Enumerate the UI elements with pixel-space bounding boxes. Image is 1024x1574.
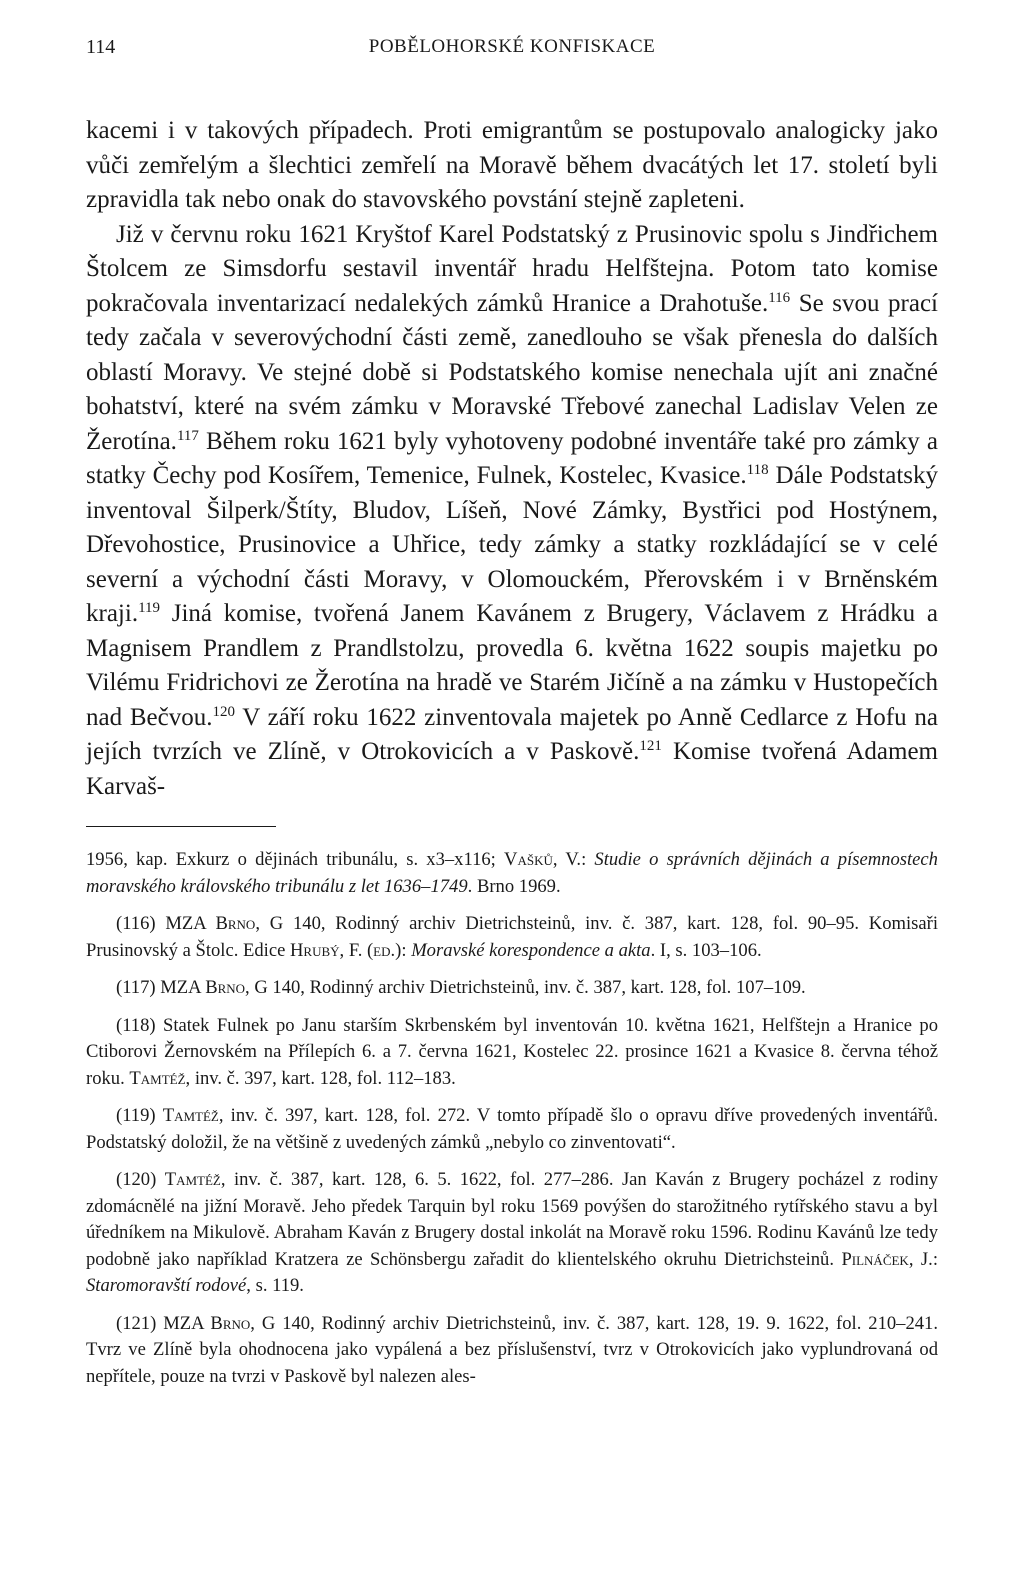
footnote-117: [86, 975, 938, 1002]
paragraph-1: kacemi i v takových případech. Proti emigrantům se postupovalo analogicky jako vůči zemřelým a šlechtici zemřelí na Moravě během dvacátých let 17. století byli zpravidla tak nebo onak do stavovského povstání stejně zapleteni.: [86, 117, 938, 213]
footnote-ref-118: 118: [746, 462, 769, 478]
page-number: 114: [86, 36, 116, 58]
text-span: , inv. č. 387, kart. 128, 6. 5. 1622, fol. 277–286. Jan Kaván z Brugery pocházel z rodiny zdomácnělé na jižní Moravě. Jeho předek Tarquin byl roku 1569 povýšen do starožitného rytířského stavu a byl úředníkem na Mikulově. Abraham Kaván z Brugery dostal inkolát na Moravě roku 1596. Rodinu Kavánů lze tedy podobně jako například Kratzera ze Schönsbergu zařadit do klientelského okruhu Dietrichsteinů.: [86, 1169, 938, 1270]
footnote-number: (116): [116, 913, 156, 934]
footnote-119: [86, 1103, 938, 1156]
text-span: [156, 1169, 164, 1190]
book-title: Moravské korespondence a akta: [411, 939, 651, 961]
author-name: Pilnáček, J.: [841, 1248, 933, 1270]
footnote-121: [86, 1311, 938, 1391]
text-span: Dále Podstatský inventoval Šilperk/Štíty, Bludov, Líšeň, Nové Zámky, Bystřici pod Hostýnem, Dřevohostice, Prusinovice a Uhřice, tedy zámky a statky rozkládající se v celé severní a východní části Moravy, v Olomouckém, Přerovském i v Brněnském kraji.: [86, 462, 938, 627]
text-span: , s. 119.: [246, 1275, 304, 1296]
text-span: . Brno 1969.: [467, 875, 561, 897]
text-span: Se svou prací tedy začala v severovýchodní části země, zanedlouho se však přenesla do dalších oblastí Moravy. Ve stejné době si Podstatského komise nenechala ujít ani značné bohatství, které na svém zámku v Moravské Třebové zanechal Ladislav Velen ze Žerotína.: [86, 289, 938, 455]
footnote-ref-117: 117: [176, 427, 199, 444]
archive-name: MZA Brno: [165, 913, 256, 934]
archive-name: MZA Brno: [163, 1312, 251, 1334]
text-span: :: [932, 1248, 938, 1270]
footnote-continuation: [86, 847, 938, 900]
author-name: Vašků, V.: [504, 849, 582, 870]
footnote-ref-116: 116: [768, 289, 791, 306]
archive-name: MZA Brno: [160, 977, 246, 998]
book-title: Staromoravští rodové: [86, 1275, 247, 1296]
text-span: [156, 1105, 163, 1126]
page-header: [86, 32, 938, 68]
text-span: Komise tvořená Adamem Karvaš-: [86, 738, 939, 800]
ibid-reference: Tamtéž: [162, 1105, 219, 1126]
footnote-number: (117): [116, 977, 156, 998]
footnote-116: [86, 911, 938, 964]
text-span: , inv. č. 397, kart. 128, fol. 272. V tomto případě šlo o opravu dříve provedených inventářů. Podstatský doložil, že na většině z uvedených zámků „nebylo co zinventovati“.: [86, 1105, 938, 1153]
footnote-number: (119): [116, 1105, 156, 1126]
text-span: :: [581, 849, 595, 870]
ibid-reference: Tamtéž: [129, 1067, 186, 1089]
text-span: V září roku 1622 zinventovala majetek po Anně Cedlarce z Hofu na jejích tvrzích ve Zlíně, v Otrokovicích a v Paskově.: [86, 703, 938, 765]
book-page: [86, 32, 938, 1401]
footnotes: [86, 847, 938, 1390]
text-span: . I, s. 103–106.: [650, 939, 762, 961]
running-title: POBĚLOHORSKÉ KONFISKACE: [368, 36, 656, 57]
text-span: [156, 913, 166, 934]
footnote-ref-119: 119: [138, 600, 161, 616]
footnote-separator: [86, 826, 276, 827]
text-span: , G 140, Rodinný archiv Dietrichsteinů, inv. č. 387, kart. 128, fol. 90–95. Komisaři Prusinovský a Štolc. Edice: [86, 913, 938, 961]
footnote-number: (121): [116, 1312, 157, 1334]
footnote-ref-121: 121: [639, 738, 662, 754]
main-text: [86, 114, 938, 804]
footnote-ref-120: 120: [212, 703, 235, 720]
footnote-number: (118): [116, 1014, 156, 1036]
text-span: Statek Fulnek po Janu starším Skrbenském byl inventován 10. května 1621, Helfštejn a Hranice po Ctiborovi Žernovském na Přílepích 6. a 7. června 1621, Kostelec 22. prosince 1621 a Kvasice 8. června téhož roku.: [86, 1014, 938, 1089]
ibid-reference: Tamtéž: [164, 1169, 221, 1190]
text-span: Již v červnu roku 1621 Kryštof Karel Podstatský z Prusinovic spolu s Jindřichem Štolcem ze Simsdorfu sestavil inventář hradu Helfštejna. Potom tato komise pokračovala inventarizací nedalekých zámků Hranice a Drahotuše.: [86, 220, 938, 317]
paragraph-2: [86, 218, 938, 805]
footnote-120: [86, 1167, 938, 1300]
author-name: Hrubý, F. (ed.): [290, 939, 402, 961]
text-span: , G 140, Rodinný archiv Dietrichsteinů, inv. č. 387, kart. 128, 19. 9. 1622, fol. 210–241. Tvrz ve Zlíně byla ohodnocena jako vypálená a bez příslušenství, tvrz v Otrokovicích jako vyplundrovaná od nepřítele, pouze na tvrzi v Paskově byl nalezen ales-: [86, 1312, 938, 1387]
text-span: :: [401, 939, 412, 961]
footnote-118: [86, 1013, 938, 1093]
text-span: Během roku 1621 byly vyhotoveny podobné inventáře také pro zámky a statky Čechy pod Kosířem, Temenice, Fulnek, Kostelec, Kvasice.: [86, 427, 938, 489]
text-span: , G 140, Rodinný archiv Dietrichsteinů, inv. č. 387, kart. 128, fol. 107–109.: [245, 977, 806, 998]
footnote-number: (120): [116, 1169, 157, 1190]
text-span: 1956, kap. Exkurz o dějinách tribunálu, s. x3–x116;: [86, 849, 505, 870]
book-title: Studie o správních dějinách a písemnostech moravského královského tribunálu z let 1636–1749: [86, 849, 938, 897]
text-span: Jiná komise, tvořená Janem Kavánem z Brugery, Václavem z Hrádku a Magnisem Prandlem z Prandlstolzu, provedla 6. května 1622 soupis majetku po Vilému Fridrichovi ze Žerotína na hradě ve Starém Jičíně a na zámku v Hustopečích nad Bečvou.: [86, 600, 938, 731]
text-span: , inv. č. 397, kart. 128, fol. 112–183.: [185, 1067, 456, 1089]
